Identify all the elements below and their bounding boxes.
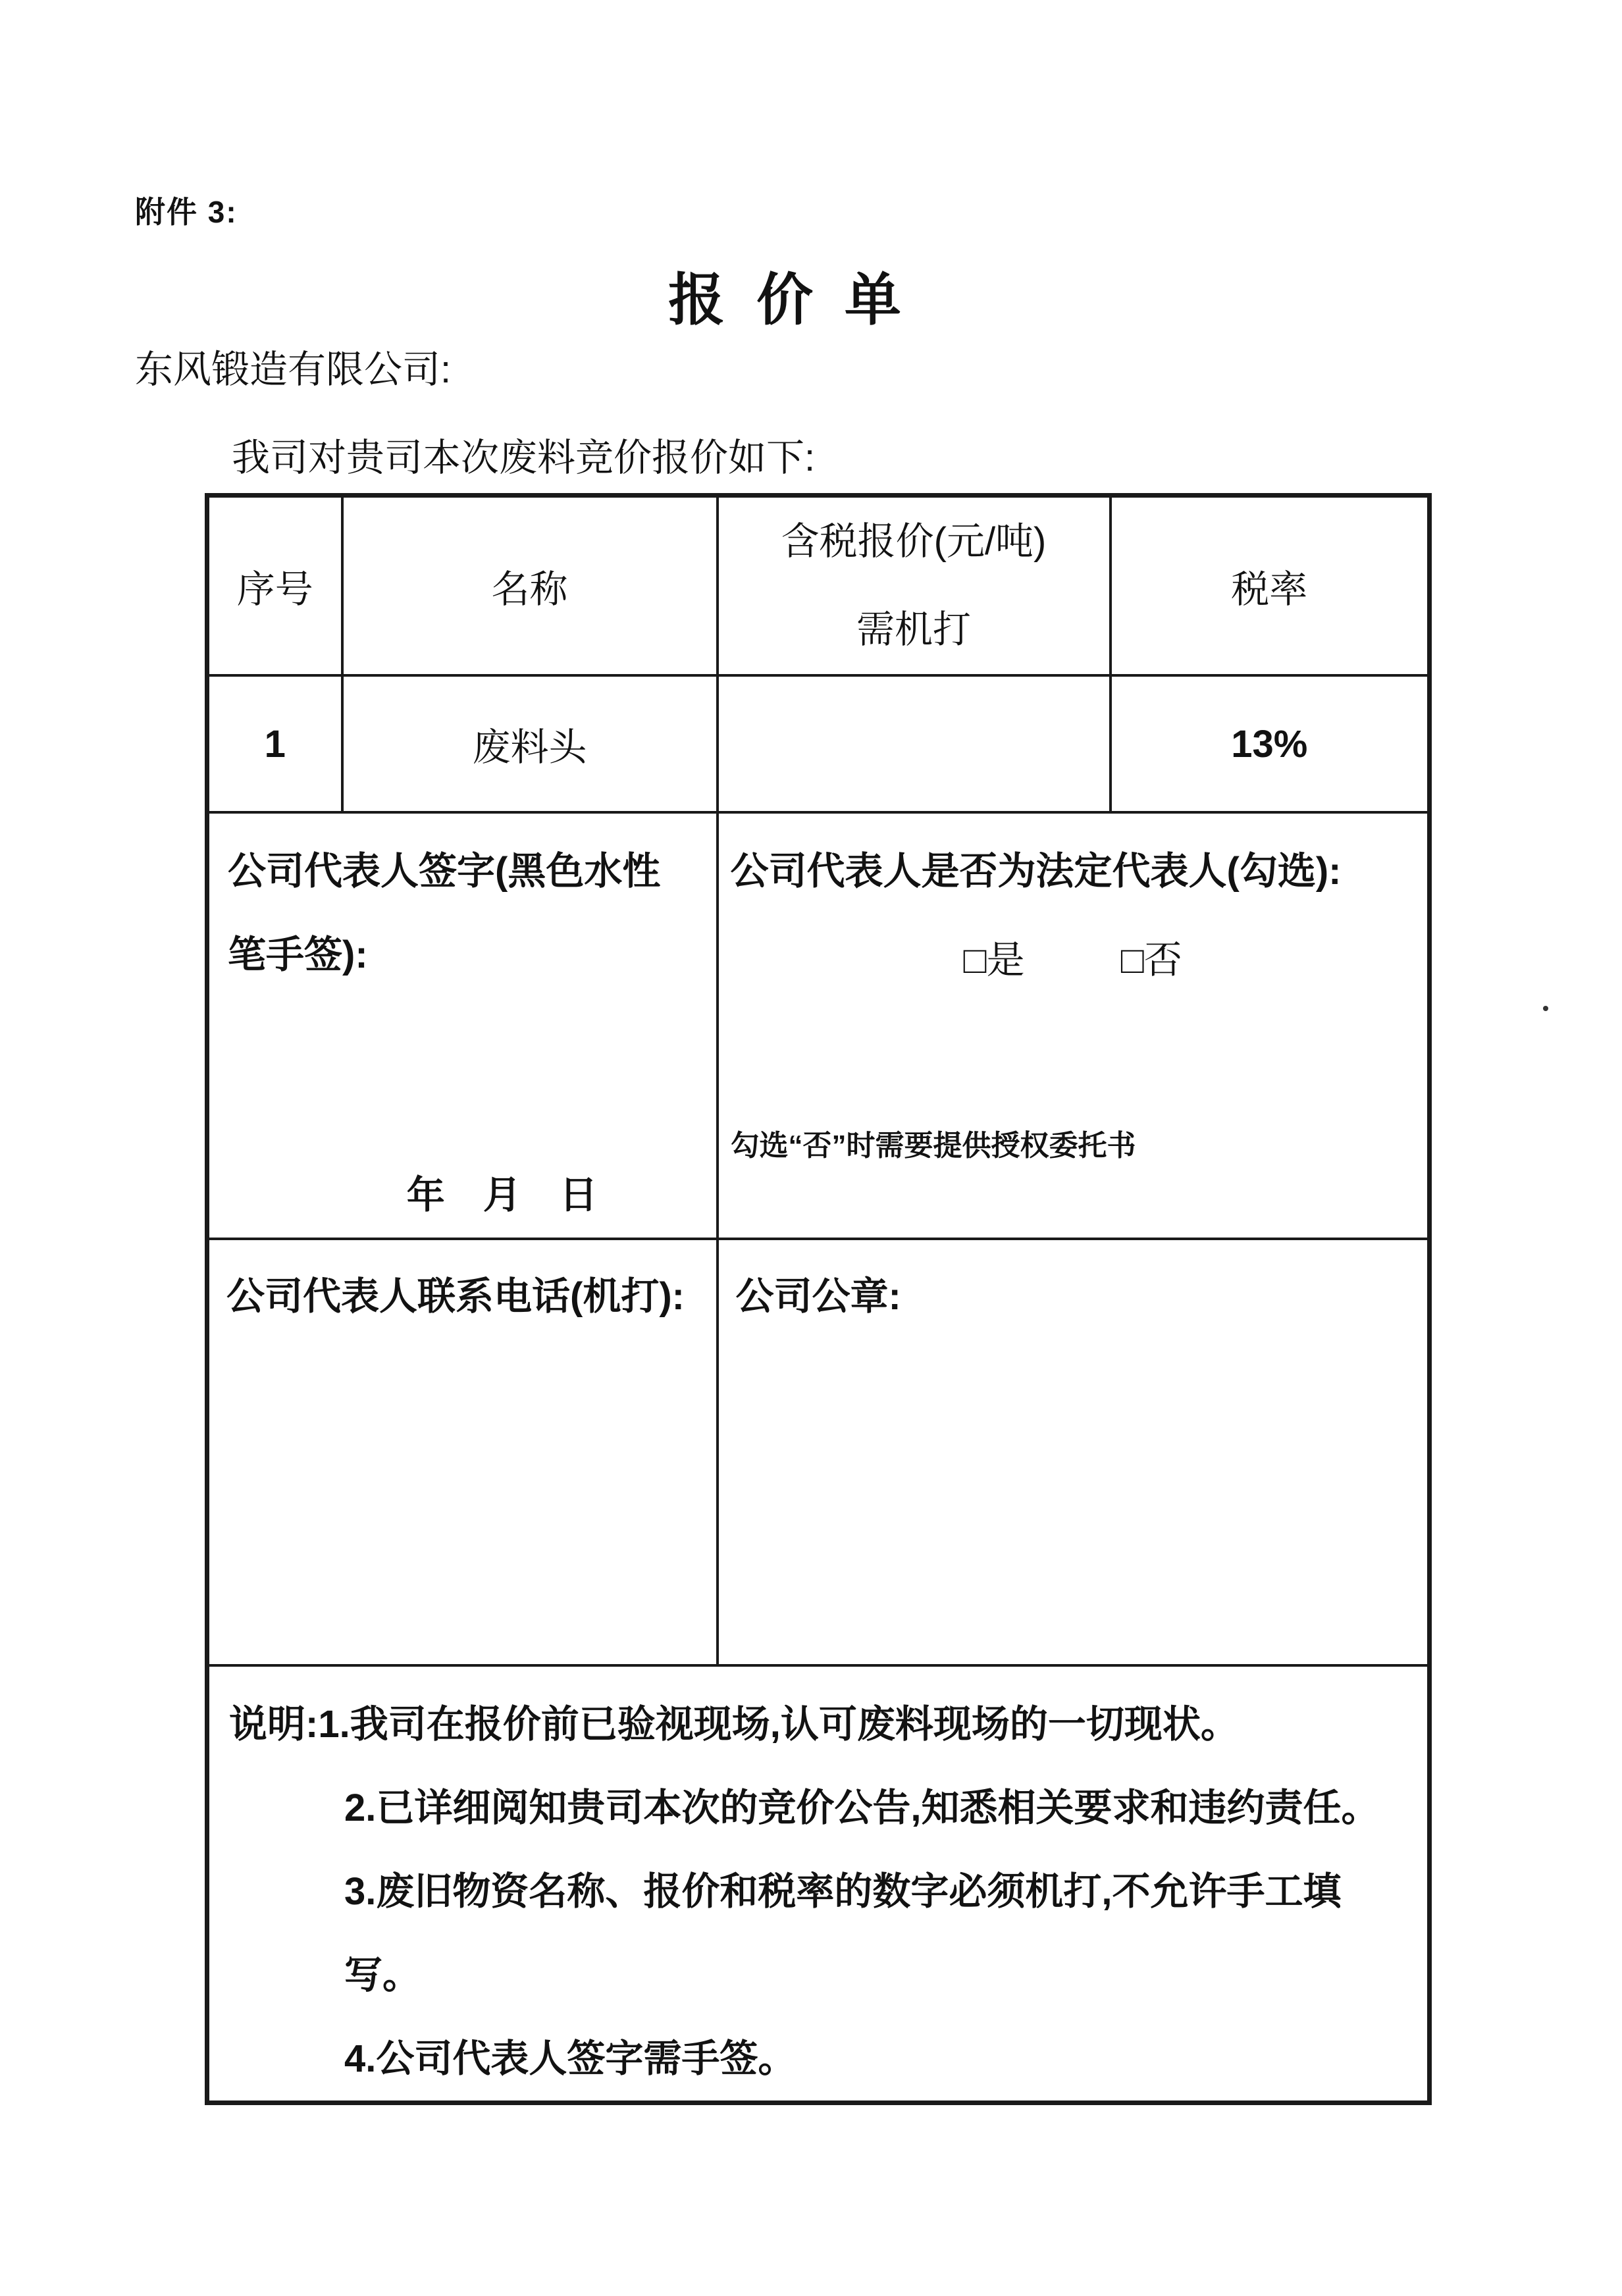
intro-line: 我司对贵司本次废料竞价报价如下: bbox=[232, 436, 816, 479]
attachment-label: 附件 3: bbox=[135, 195, 238, 229]
signature-label: 公司代表人签字(黑色水性笔手签): bbox=[228, 850, 661, 976]
seal-label: 公司公章: bbox=[735, 1275, 901, 1318]
notes-row bbox=[207, 1665, 1430, 2103]
contact-row bbox=[207, 1239, 1430, 1665]
seal-cell bbox=[718, 1239, 1430, 1665]
legal-rep-options bbox=[719, 929, 1428, 984]
signature-row bbox=[207, 812, 1430, 1239]
legal-rep-question: 公司代表人是否为法定代表人(勾选): bbox=[730, 850, 1342, 893]
note-item-1: 1.我司在报价前已验视现场,认可废料现场的一切现状。 bbox=[318, 1703, 1239, 1746]
quote-table bbox=[205, 493, 1432, 2105]
col-header-no: 序号 bbox=[207, 496, 342, 676]
col-header-name: 名称 bbox=[342, 496, 718, 676]
note-line-1 bbox=[229, 1683, 1409, 1766]
col-header-price-line1: 含税报价(元/吨) bbox=[781, 520, 1047, 563]
page-title: 报 价 单 bbox=[668, 269, 901, 332]
phone-cell bbox=[207, 1239, 718, 1665]
checkbox-no[interactable]: □否 bbox=[1120, 939, 1182, 981]
col-header-tax: 税率 bbox=[1111, 496, 1430, 676]
authorization-note: 勾选“否”时需要提供授权委托书 bbox=[730, 1130, 1136, 1162]
note-line-3: 3.废旧物资名称、报价和税率的数字必须机打,不允许手工填写。 bbox=[344, 1870, 1342, 1996]
table-row bbox=[207, 675, 1430, 812]
phone-label: 公司代表人联系电话(机打): bbox=[226, 1275, 685, 1318]
checkbox-yes[interactable]: □是 bbox=[963, 939, 1025, 981]
date-line: 年 月 日 bbox=[406, 1174, 598, 1216]
scan-speck bbox=[1543, 1006, 1548, 1011]
notes-prefix: 说明: bbox=[229, 1703, 319, 1746]
legal-rep-cell bbox=[718, 812, 1430, 1239]
row-price-cell[interactable] bbox=[718, 675, 1111, 812]
signature-cell bbox=[207, 812, 718, 1239]
col-header-price-line2: 需机打 bbox=[856, 608, 971, 651]
salutation-line: 东风锻造有限公司: bbox=[135, 348, 452, 391]
notes-cell bbox=[207, 1665, 1430, 2103]
col-header-price bbox=[718, 496, 1111, 676]
row-name-cell: 废料头 bbox=[342, 675, 718, 812]
row-no-cell: 1 bbox=[207, 675, 342, 812]
row-tax-cell: 13% bbox=[1111, 675, 1430, 812]
table-header-row bbox=[207, 496, 1430, 676]
note-line-2: 2.已详细阅知贵司本次的竞价公告,知悉相关要求和违约责任。 bbox=[344, 1787, 1380, 1829]
note-line-4: 4.公司代表人签字需手签。 bbox=[344, 2037, 797, 2080]
